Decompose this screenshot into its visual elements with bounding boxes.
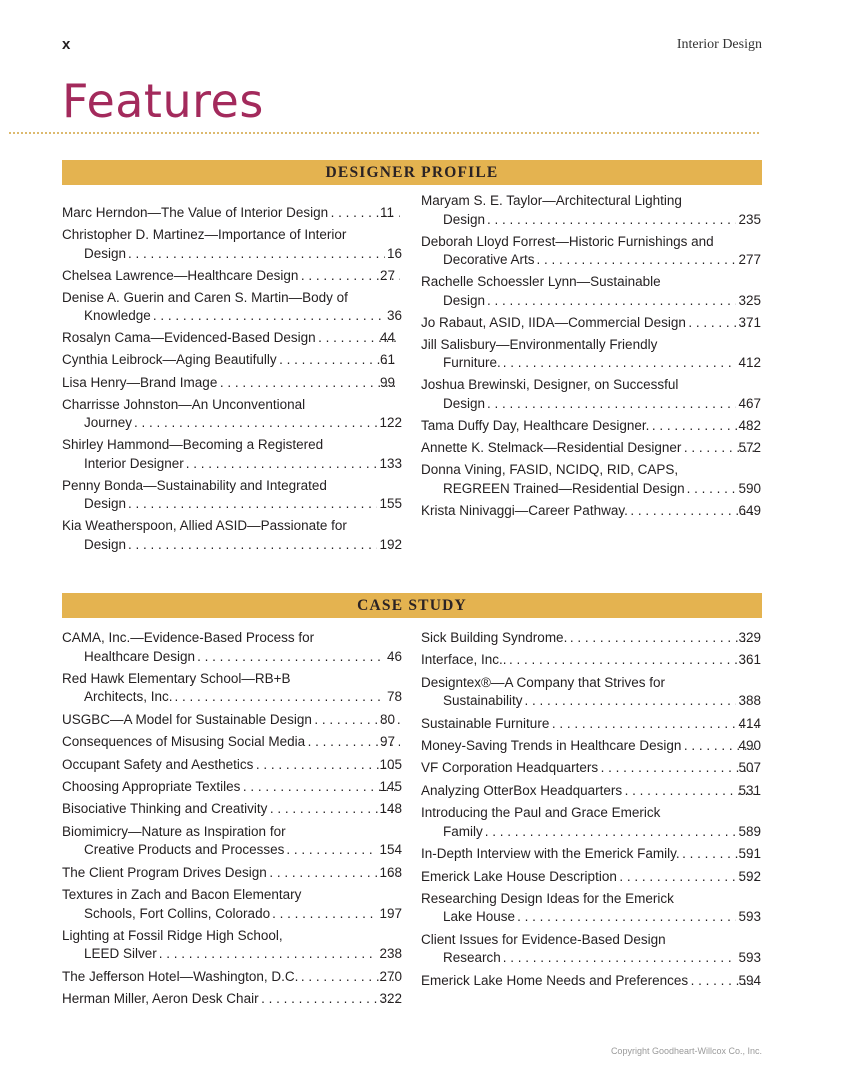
toc-entry: Marc Herndon—The Value of Interior Design . . . 11 bbox=[62, 204, 402, 223]
dot-leader bbox=[159, 945, 378, 964]
dot-leader bbox=[517, 908, 736, 927]
toc-entry bbox=[421, 439, 761, 458]
dot-leader bbox=[128, 245, 385, 264]
toc-page-number: 168 bbox=[379, 864, 402, 880]
toc-page-number: 36 bbox=[386, 308, 402, 324]
toc-page-number: 192 bbox=[379, 536, 402, 552]
toc-entry bbox=[62, 778, 402, 797]
dot-leader bbox=[600, 759, 758, 778]
toc-entry-text: USGBC—A Model for Sustainable Design bbox=[62, 711, 312, 727]
toc-entry-text: Textures in Zach and Bacon Elementary bbox=[62, 887, 302, 903]
toc-entry-text: Krista Ninivaggi—Career Pathway. bbox=[421, 502, 628, 518]
toc-entry-text: Denise A. Guerin and Caren S. Martin—Body of bbox=[62, 289, 348, 305]
toc-page-number: 589 bbox=[738, 823, 761, 839]
toc-entry bbox=[421, 972, 761, 991]
toc-page-number: 16 bbox=[386, 245, 402, 261]
toc-entry-text: Maryam S. E. Taylor—Architectural Lighting bbox=[421, 193, 682, 208]
toc-entry-text: Emerick Lake Home Needs and Preferences bbox=[421, 972, 689, 988]
toc-entry: Rosalyn Cama—Evidenced-Based Design . . . 44 bbox=[62, 329, 402, 348]
dot-leader bbox=[286, 841, 377, 860]
toc-entry bbox=[421, 502, 761, 521]
toc-page-number: 105 bbox=[379, 756, 402, 772]
toc-page-number: 235 bbox=[738, 211, 761, 227]
toc-entry-text: Furniture. bbox=[443, 355, 501, 371]
toc-entry bbox=[421, 629, 761, 648]
toc-entry: Lisa Henry—Brand Image . . . 99 bbox=[62, 374, 402, 393]
toc-page-number: 322 bbox=[379, 991, 402, 1007]
toc-entry-text: Lighting at Fossil Ridge High School, bbox=[62, 927, 283, 943]
toc-page-number: 490 bbox=[738, 738, 761, 754]
toc-entry-text: Designtex®—A Company that Strives for bbox=[421, 674, 666, 690]
toc-entry-text: Analyzing OtterBox Headquarters bbox=[421, 782, 623, 798]
dot-leader bbox=[219, 374, 400, 393]
toc-entry bbox=[62, 477, 402, 514]
dot-leader bbox=[487, 292, 736, 311]
case-study-right-column bbox=[421, 629, 761, 994]
toc-entry bbox=[421, 759, 761, 778]
toc-entry-text: Decorative Arts bbox=[443, 252, 535, 268]
toc-entry-text: Design bbox=[84, 245, 127, 261]
toc-entry bbox=[421, 674, 761, 711]
toc-entry-text: Design bbox=[443, 395, 486, 411]
toc-entry-text: Client Issues for Evidence-Based Design bbox=[421, 931, 666, 947]
toc-entry-text: REGREEN Trained—Residential Design bbox=[443, 480, 685, 496]
toc-entry-text: Journey bbox=[84, 415, 133, 431]
toc-entry bbox=[421, 192, 761, 229]
toc-entry-text: Knowledge bbox=[84, 308, 151, 324]
toc-entry bbox=[421, 336, 761, 373]
dot-leader bbox=[485, 823, 737, 842]
toc-entry bbox=[62, 396, 402, 433]
toc-entry-text: VF Corporation Headquarters bbox=[421, 760, 599, 776]
toc-entry-text: Sustainable Furniture bbox=[421, 715, 550, 731]
toc-entry-text: Marc Herndon—The Value of Interior Design bbox=[62, 205, 329, 220]
toc-page-number: 572 bbox=[738, 440, 761, 456]
toc-entry bbox=[421, 782, 761, 801]
toc-entry-text: Donna Vining, FASID, NCIDQ, RID, CAPS, bbox=[421, 462, 679, 478]
running-head: Interior Design bbox=[676, 37, 762, 52]
toc-entry-text: Choosing Appropriate Textiles bbox=[62, 778, 241, 794]
toc-entry-text: Lisa Henry—Brand Image bbox=[62, 374, 218, 390]
dot-leader bbox=[537, 251, 737, 270]
toc-page-number: 154 bbox=[379, 842, 402, 858]
toc-entry-text: Introducing the Paul and Grace Emerick bbox=[421, 805, 661, 821]
toc-page-number: 371 bbox=[738, 314, 761, 330]
toc-entry-text: Sustainability bbox=[443, 693, 523, 709]
toc-page-number: 531 bbox=[738, 782, 761, 798]
dot-leader bbox=[134, 414, 377, 433]
toc-entry bbox=[62, 436, 402, 473]
toc-entry-text: Penny Bonda—Sustainability and Integrated bbox=[62, 477, 327, 493]
toc-entry-text: Schools, Fort Collins, Colorado bbox=[84, 905, 271, 921]
toc-entry bbox=[62, 968, 402, 987]
toc-page-number: 238 bbox=[379, 946, 402, 962]
toc-entry-text: Annette K. Stelmack—Residential Designer bbox=[421, 440, 682, 456]
toc-entry-text: Rosalyn Cama—Evidenced-Based Design bbox=[62, 330, 316, 346]
toc-entry-text: Healthcare Design bbox=[84, 648, 196, 664]
toc-entry bbox=[421, 931, 761, 968]
toc-entry bbox=[62, 823, 402, 860]
toc-page-number: 78 bbox=[386, 689, 402, 705]
toc-entry-text: Money-Saving Trends in Healthcare Design bbox=[421, 738, 682, 754]
toc-page-number: 412 bbox=[738, 355, 761, 371]
toc-entry: USGBC—A Model for Sustainable Design . . . 80 bbox=[62, 711, 402, 730]
dot-leader bbox=[551, 715, 758, 734]
designer-profile-left-column bbox=[62, 204, 402, 558]
toc-page-number: 388 bbox=[738, 693, 761, 709]
toc-entry bbox=[62, 289, 402, 326]
dot-leader bbox=[255, 756, 399, 775]
dot-leader bbox=[687, 480, 737, 499]
toc-page-number: 482 bbox=[738, 418, 761, 434]
toc-entry-text: Interface, Inc.. bbox=[421, 652, 507, 668]
toc-entry-text: Deborah Lloyd Forrest—Historic Furnishings and bbox=[421, 233, 714, 249]
toc-page-number: 46 bbox=[386, 648, 402, 664]
toc-page-number: 270 bbox=[379, 968, 402, 984]
toc-entry-text: Design bbox=[443, 292, 486, 308]
toc-entry-text: Red Hawk Elementary School—RB+B bbox=[62, 670, 291, 686]
toc-entry bbox=[421, 651, 761, 670]
toc-page-number: 467 bbox=[738, 395, 761, 411]
toc-entry bbox=[62, 886, 402, 923]
toc-entry-text: The Jefferson Hotel—Washington, D.C. bbox=[62, 968, 299, 984]
toc-entry bbox=[62, 629, 402, 666]
case-study-left-column bbox=[62, 629, 402, 1013]
toc-entry-text: Cynthia Leibrock—Aging Beautifully bbox=[62, 352, 277, 368]
toc-entry-text: Kia Weatherspoon, Allied ASID—Passionate for bbox=[62, 518, 347, 534]
toc-page-number: 590 bbox=[738, 480, 761, 496]
dot-leader bbox=[272, 905, 377, 924]
copyright: Copyright Goodheart-Willcox Co., Inc. bbox=[610, 1046, 762, 1056]
toc-page-number: 329 bbox=[738, 630, 761, 645]
toc-entry: Cynthia Leibrock—Aging Beautifully . . . 61 bbox=[62, 351, 402, 370]
toc-entry bbox=[421, 868, 761, 887]
toc-entry-text: Bisociative Thinking and Creativity bbox=[62, 801, 268, 817]
toc-entry bbox=[421, 845, 761, 864]
toc-entry: Chelsea Lawrence—Healthcare Design . . . 27 bbox=[62, 267, 402, 286]
dot-leader bbox=[487, 211, 736, 230]
toc-entry bbox=[62, 670, 402, 707]
dot-leader bbox=[153, 307, 385, 326]
toc-entry bbox=[62, 927, 402, 964]
dot-leader bbox=[186, 455, 378, 474]
toc-entry-text: Architects, Inc. bbox=[84, 689, 173, 705]
toc-entry bbox=[62, 756, 402, 775]
toc-page-number: 649 bbox=[738, 502, 761, 518]
toc-page-number: 325 bbox=[738, 292, 761, 308]
toc-entry bbox=[421, 417, 761, 436]
toc-page-number: 145 bbox=[379, 778, 402, 794]
toc-entry-text: Creative Products and Processes bbox=[84, 842, 285, 858]
toc-entry-text: Sick Building Syndrome. bbox=[421, 630, 568, 645]
toc-entry-text: Consequences of Misusing Social Media bbox=[62, 734, 306, 750]
toc-entry-text: Design bbox=[84, 536, 127, 552]
toc-entry-text: Researching Design Ideas for the Emerick bbox=[421, 890, 674, 906]
toc-entry-text: Shirley Hammond—Becoming a Registered bbox=[62, 437, 324, 453]
toc-page-number: 591 bbox=[738, 846, 761, 862]
toc-entry-text: Biomimicry—Nature as Inspiration for bbox=[62, 823, 286, 839]
toc-entry-text: Jo Rabaut, ASID, IIDA—Commercial Design bbox=[421, 314, 686, 330]
toc-entry-text: Research bbox=[443, 950, 501, 966]
toc-entry-text: Family bbox=[443, 823, 483, 839]
toc-page-number: 148 bbox=[379, 801, 402, 817]
toc-entry-text: Chelsea Lawrence—Healthcare Design bbox=[62, 267, 299, 283]
toc-entry-text: Joshua Brewinski, Designer, on Successful bbox=[421, 377, 679, 393]
toc-page-number: 593 bbox=[738, 950, 761, 966]
case-study-heading: CASE STUDY bbox=[62, 593, 762, 618]
toc-entry-text: LEED Silver bbox=[84, 946, 157, 962]
toc-page-number: 277 bbox=[738, 252, 761, 268]
dot-leader bbox=[503, 949, 737, 968]
toc-entry bbox=[421, 804, 761, 841]
toc-page-number: 593 bbox=[738, 909, 761, 925]
toc-entry bbox=[421, 314, 761, 333]
toc-entry-text: Jill Salisbury—Environmentally Friendly bbox=[421, 336, 658, 352]
toc-entry-text: The Client Program Drives Design bbox=[62, 864, 267, 880]
toc-page-number: 507 bbox=[738, 760, 761, 776]
dot-leader bbox=[128, 536, 377, 555]
dot-leader bbox=[487, 395, 736, 414]
toc-entry-text: Herman Miller, Aeron Desk Chair bbox=[62, 991, 259, 1007]
toc-entry-text: CAMA, Inc.—Evidence-Based Process for bbox=[62, 630, 315, 645]
dot-leader bbox=[175, 688, 385, 707]
toc-entry-text: Occupant Safety and Aesthetics bbox=[62, 756, 254, 772]
toc-entry-text: Interior Designer bbox=[84, 455, 184, 471]
dot-leader bbox=[197, 648, 385, 667]
toc-entry bbox=[421, 737, 761, 756]
toc-entry bbox=[421, 376, 761, 413]
toc-page-number: 122 bbox=[379, 415, 402, 431]
designer-profile-heading: DESIGNER PROFILE bbox=[62, 160, 762, 185]
toc-entry bbox=[421, 273, 761, 310]
toc-entry bbox=[421, 461, 761, 498]
toc-entry bbox=[62, 800, 402, 819]
dot-leader bbox=[569, 629, 758, 648]
toc-page-number: 133 bbox=[379, 455, 402, 471]
toc-page-number: 594 bbox=[738, 972, 761, 988]
page-title: Features bbox=[62, 74, 264, 128]
dot-leader bbox=[525, 692, 737, 711]
toc-page-number: 197 bbox=[379, 905, 402, 921]
toc-entry bbox=[421, 890, 761, 927]
dot-leader bbox=[128, 495, 377, 514]
toc-entry bbox=[421, 715, 761, 734]
page-number: x bbox=[62, 36, 71, 53]
toc-entry-text: Emerick Lake House Description bbox=[421, 868, 617, 884]
toc-entry-text: Design bbox=[84, 496, 127, 512]
toc-entry-text: Rachelle Schoessler Lynn—Sustainable bbox=[421, 274, 661, 290]
toc-entry-text: Tama Duffy Day, Healthcare Designer. bbox=[421, 418, 650, 434]
toc-page-number: 155 bbox=[379, 496, 402, 512]
toc-entry bbox=[62, 517, 402, 554]
toc-entry-text: Charrisse Johnston—An Unconventional bbox=[62, 396, 306, 412]
dotted-rule bbox=[8, 132, 760, 134]
toc-entry bbox=[421, 233, 761, 270]
toc-page-number: 592 bbox=[738, 868, 761, 884]
toc-page-number: 361 bbox=[738, 652, 761, 668]
toc-entry-text: Christopher D. Martinez—Importance of Interior bbox=[62, 227, 347, 243]
toc-entry bbox=[62, 864, 402, 883]
dot-leader bbox=[503, 354, 737, 373]
designer-profile-right-column bbox=[421, 192, 761, 524]
toc-entry-text: Design bbox=[443, 211, 486, 227]
dot-leader bbox=[242, 778, 399, 797]
toc-entry bbox=[62, 226, 402, 263]
toc-entry bbox=[62, 990, 402, 1009]
toc-entry-text: Lake House bbox=[443, 909, 516, 925]
toc-entry: Consequences of Misusing Social Media . . . 97 bbox=[62, 733, 402, 752]
dot-leader bbox=[509, 651, 759, 670]
toc-entry-text: In-Depth Interview with the Emerick Family. bbox=[421, 846, 680, 862]
toc-page-number: 414 bbox=[738, 715, 761, 731]
